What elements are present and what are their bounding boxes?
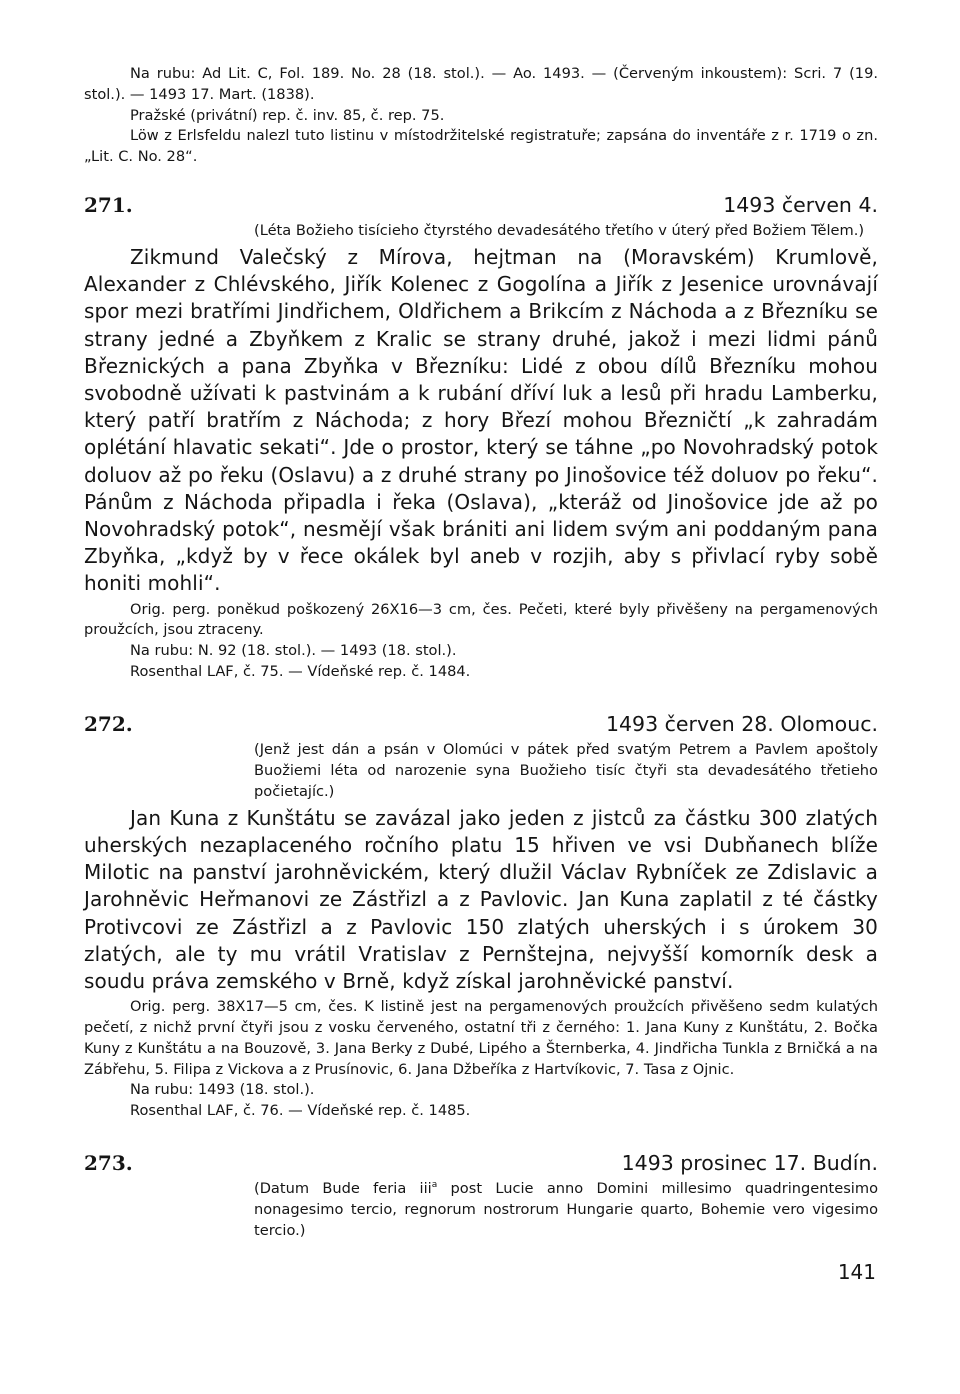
verso-note: Na rubu: 1493 (18. stol.). [130, 1081, 315, 1099]
entry-date: 1493 červen 4. [723, 192, 878, 217]
entry-date: 1493 červen 28. Olomouc. [605, 711, 878, 736]
entry-date: 1493 prosinec 17. Budín. [621, 1151, 878, 1176]
entry-incipit: (Léta Božieho tisícieho čtyrstého devadesátého třetího v úterý před Božiem Tělem.) [254, 221, 865, 239]
entry-272 [84, 711, 878, 1122]
entry-number: 273. [84, 1151, 133, 1176]
entry-273 [84, 1150, 878, 1241]
entry-heading [84, 711, 878, 737]
verso-note: Na rubu: N. 92 (18. stol.). — 1493 (18. stol.). [130, 642, 457, 660]
entry-heading [84, 192, 878, 218]
page-number: 141 [837, 1260, 876, 1284]
entry-incipit: (Jenž jest dán a psán v Olomúci v pátek před svatým Petrem a Pavlem apoštoly Buožiemi léta od narozenie syna Buožieho tisíc čtyři sta devadesátého třetieho počietajíc.) [254, 740, 878, 800]
incipit-text-continued: post Lucie anno Domini millesimo quadringentesimo nonagesimo tercio, regnorum nostrorum Hungarie quarto, Bohemie vero vigesimo tercio.) [254, 1180, 878, 1240]
entry-heading [84, 1150, 878, 1176]
original-description: Orig. perg. poněkud poškozený 26X16—3 cm, čes. Pečeti, které byly přivěšeny na pergamenových proužcích, jsou ztraceny. [84, 600, 878, 639]
entry-number: 271. [84, 192, 133, 217]
entry-incipit [254, 1178, 878, 1241]
provenance-note: Löw z Erlsfeldu nalezl tuto listinu v místodržitelské registratuře; zapsána do inventáře z r. 1719 o zn. „Lit. C. No. 28“. [84, 127, 878, 166]
incipit-text: (Datum Bude feria iii [254, 1180, 432, 1198]
references: Rosenthal LAF, č. 76. — Vídeňské rep. č. 1485. [130, 1102, 471, 1120]
verso-note-previous: Na rubu: Ad Lit. C, Fol. 189. No. 28 (18. stol.). — Ao. 1493. — (Červeným inkoustem): Scri. 7 (19. stol.). — 1493 17. Mart. (1838). [84, 65, 878, 103]
document-page [84, 64, 878, 1244]
private-repertory-note: Pražské (privátní) rep. č. inv. 85, č. rep. 75. [130, 106, 445, 124]
original-description: Orig. perg. 38X17—5 cm, čes. K listině jest na pergamenových proužcích přivěšeno sedm kulatých pečetí, z nichž první čtyři jsou z vosku červeného, ostatní tři z černého: 1. Jana Kuny z Kunštátu, 2. Bočka Kuny z Kunštátu a na Bouzově, 3. Jana Berky z Dubé, Lipého a Šternberka, 4. Jindřicha Tunkla z Brničká a na Zábřehu, 5. Filipa z Vickova a z Prusínovic, 6. Jana Džbeříka z Hartvíkovic, 7. Tasa z Ojnic. [84, 998, 878, 1078]
entry-abstract: Jan Kuna z Kunštátu se zavázal jako jeden z jistců za částku 300 zlatých uherských nezaplaceného ročního platu 15 hřiven ve vsi Dubňanech blíže Milotic na panství jarohněvickém, který dlužil Václav Rybníček ze Zdislavic a Jarohněvic Heřmanovi ze Zástřizl a z Pavlovic. Jan Kuna zaplatil z té částky Protivcovi ze Zástřizl a z Pavlovic 150 zlatých uherských i s úrokem 30 zlatých, ale ty mu vrátil Vratislav z Pernštejna, nejvyšší komorník desk a soudu práva zemského v Brně, když získal jarohněvické panství. [84, 805, 878, 994]
entry-abstract: Zikmund Valečský z Mírova, hejtman na (Moravském) Krumlově, Alexander z Chlévského, Jiřík Kolenec z Gogolína a Jiřík z Jesenice urovnávají spor mezi bratřími Jindřichem, Oldřichem a Brikcím z Náchoda a z Březníku se strany jedné a Zbyňkem z Kralic se strany druhé, jakož i mezi lidmi pánů Březnických a pana Zbyňka v Březníku: Lidé z obou dílů Březníku mohou svobodně užívati k pastvinám a k rubání dříví luk a lesů při hradu Lamberku, který patří bratřím z Náchoda; z hory Březí mohou Březničtí „k zahradám oplétání hlavatic sekati“. Jde o prostor, který se táhne „po Novohradský potok doluov až po řeku (Oslavu) a z druhé strany po Jinošovice též doluov po řeku“. Pánům z Náchoda připadla i řeka (Oslava), „kteráž od Jinošovice jde až po Novohradský potok“, nesmějí však brániti ani lidem svým ani poddaným pana Zbyňka, „když by v řece okálek byl aneb v rozjih, aby s přivlací ryby sobě honiti mohli“. [84, 244, 878, 596]
entry-271 [84, 192, 878, 683]
references: Rosenthal LAF, č. 75. — Vídeňské rep. č. 1484. [130, 663, 471, 681]
superscript-a: a [431, 1180, 438, 1191]
entry-number: 272. [84, 711, 133, 736]
